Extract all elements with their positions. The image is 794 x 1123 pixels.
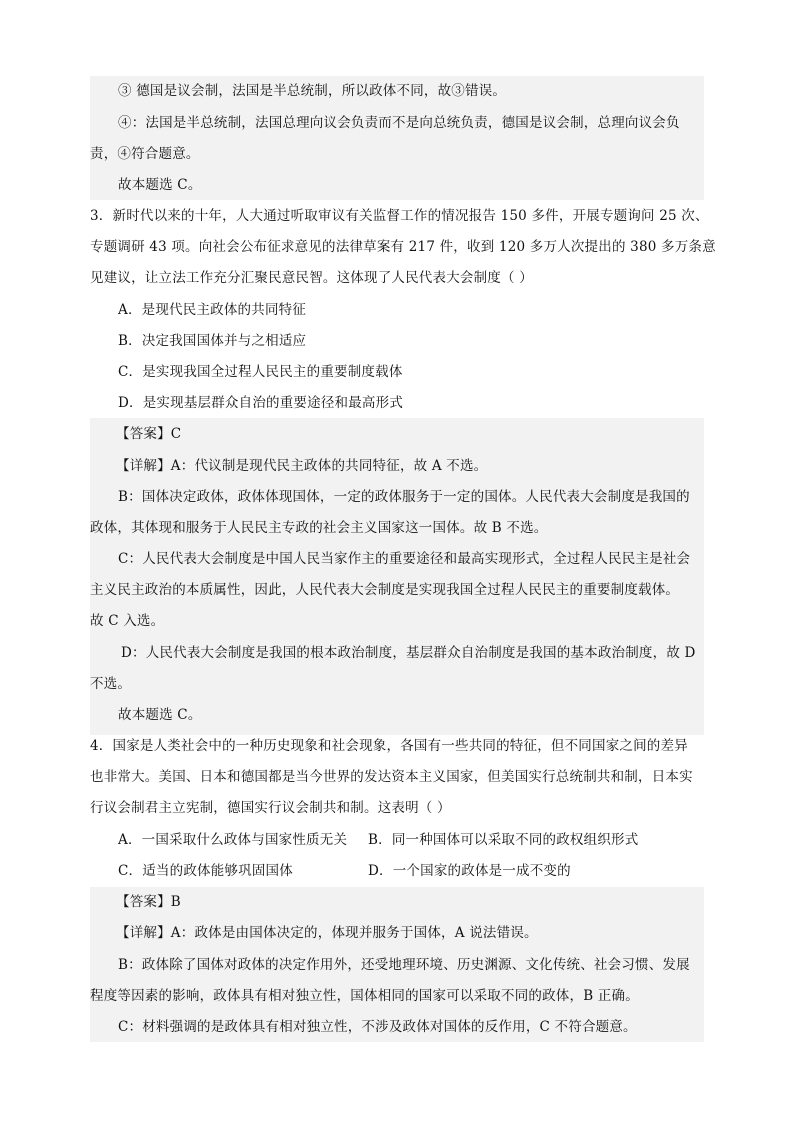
question-stem: 也非常大。美国、日本和德国都是当今世界的发达资本主义国家，但美国实行总统制共和制，日本实 <box>90 769 693 785</box>
option-c: C．适当的政体能够巩固国体 <box>118 863 293 879</box>
explanation-line: 故 C 入选。 <box>90 613 165 629</box>
explanation-line: 故本题选 C。 <box>118 707 202 723</box>
explanation-line: 主义民主政治的本质属性，因此，人民代表大会制度是实现我国全过程人民民主的重要制度载体。 <box>90 582 680 598</box>
option-d: D．是实现基层群众自治的重要途径和最高形式 <box>118 395 404 411</box>
option-a: A．一国采取什么政体与国家性质无关 <box>118 832 348 848</box>
text-line: 责，④符合题意。 <box>90 146 200 162</box>
explanation-line: B：政体除了国体对政体的决定作用外，还受地理环境、历史渊源、文化传统、社会习惯、发展 <box>118 957 690 973</box>
explanation-line: 政体，其体现和服务于人民民主专政的社会主义国家这一国体。故 B 不选。 <box>90 520 548 536</box>
question-stem: 见建议，让立法工作充分汇聚民意民智。这体现了人民代表大会制度（ ） <box>90 270 533 286</box>
answer-label: 【答案】C <box>116 426 182 442</box>
explanation-line: B：国体决定政体，政体体现国体，一定的政体服务于一定的国体。人民代表大会制度是我国的 <box>118 489 690 505</box>
question-stem: 专题调研 43 项。向社会公布征求意见的法律草案有 217 件，收到 120 多万人次提出的 380 多万条意 <box>90 239 716 255</box>
text-line: ③ 德国是议会制，法国是半总统制，所以政体不同，故③错误。 <box>118 83 507 99</box>
explanation-line: 【详解】A：政体是由国体决定的，体现并服务于国体，A 说法错误。 <box>116 925 538 941</box>
question-stem: 4．国家是人类社会中的一种历史现象和社会现象，各国有一些共同的特征，但不同国家之间的差异 <box>90 738 688 754</box>
explanation-line: 不选。 <box>90 676 132 692</box>
option-b: B．决定我国国体并与之相适应 <box>118 333 307 349</box>
explanation-line: 【详解】A：代议制是现代民主政体的共同特征，故 A 不选。 <box>116 458 488 474</box>
question-stem: 3．新时代以来的十年，人大通过听取审议有关监督工作的情况报告 150 多件，开展专题询问 25 次、 <box>90 208 709 224</box>
option-a: A．是现代民主政体的共同特征 <box>118 302 307 318</box>
option-b: B．同一种国体可以采取不同的政权组织形式 <box>368 832 639 848</box>
explanation-line: D：人民代表大会制度是我国的根本政治制度，基层群众自治制度是我国的基本政治制度，故 D <box>121 645 696 661</box>
explanation-line: 程度等因素的影响，政体具有相对独立性，国体相同的国家可以采取不同的政体，B 正确。 <box>90 988 639 1004</box>
option-c: C．是实现我国全过程人民民主的重要制度载体 <box>118 364 403 380</box>
explanation-line: C：人民代表大会制度是中国人民当家作主的重要途径和最高实现形式，全过程人民民主是社会 <box>118 551 691 567</box>
text-line: ④：法国是半总统制，法国总理向议会负责而不是向总统负责，德国是议会制，总理向议会负 <box>118 115 680 131</box>
text-line: 故本题选 C。 <box>118 177 202 193</box>
question-stem: 行议会制君主立宪制，德国实行议会制共和制。这表明（ ） <box>90 800 451 816</box>
answer-label: 【答案】B <box>116 894 181 910</box>
option-d: D．一个国家的政体是一成不变的 <box>368 863 571 879</box>
explanation-line: C：材料强调的是政体具有相对独立性，不涉及政体对国体的反作用，C 不符合题意。 <box>118 1019 637 1035</box>
